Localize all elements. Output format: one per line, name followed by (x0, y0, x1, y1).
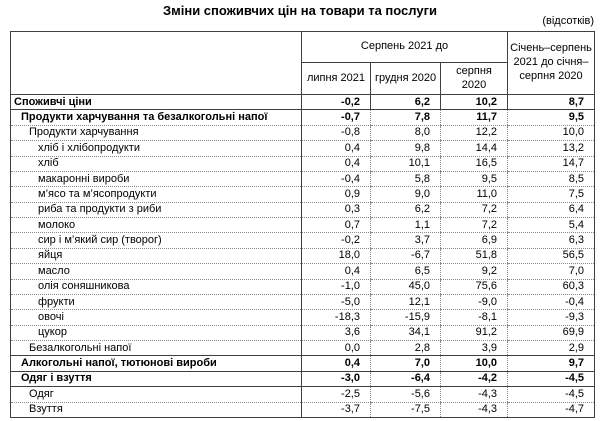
table-header (11, 32, 595, 95)
row-label: Продукти харчування (11, 125, 302, 140)
corner-cell (11, 32, 302, 95)
value-vs-december-2020: 9,0 (371, 187, 441, 202)
value-vs-august-2020: 9,5 (441, 171, 508, 186)
value-vs-december-2020: -6,7 (371, 248, 441, 263)
value-vs-july-2021: 0,9 (302, 187, 371, 202)
col-group-header: Серпень 2021 до (302, 32, 508, 63)
value-vs-december-2020: -7,5 (371, 402, 441, 417)
row-label: риба та продукти з риби (11, 202, 302, 217)
table-row (11, 95, 595, 110)
value-vs-august-2020: 11,7 (441, 110, 508, 125)
value-vs-december-2020: 12,1 (371, 294, 441, 309)
table-row (11, 233, 595, 248)
value-vs-august-2020: -4,3 (441, 387, 508, 402)
value-vs-august-2020: -8,1 (441, 310, 508, 325)
value-vs-july-2021: 0,4 (302, 156, 371, 171)
row-label: Безалкогольні напої (11, 341, 302, 356)
value-cumulative: 7,0 (508, 264, 595, 279)
row-label: Одяг (11, 387, 302, 402)
value-vs-august-2020: -4,2 (441, 371, 508, 386)
value-cumulative: -4,7 (508, 402, 595, 417)
value-cumulative: -9,3 (508, 310, 595, 325)
value-cumulative: 9,7 (508, 356, 595, 371)
value-vs-august-2020: 91,2 (441, 325, 508, 340)
value-vs-august-2020: -9,0 (441, 294, 508, 309)
table-row (11, 387, 595, 402)
value-vs-august-2020: 14,4 (441, 141, 508, 156)
row-label: хліб і хлібопродукти (11, 141, 302, 156)
row-label: яйця (11, 248, 302, 263)
value-vs-august-2020: 10,2 (441, 95, 508, 110)
value-vs-august-2020: 3,9 (441, 341, 508, 356)
value-cumulative: 6,3 (508, 233, 595, 248)
table-row (11, 171, 595, 186)
row-label: Одяг і взуття (11, 371, 302, 386)
value-vs-july-2021: 0,7 (302, 218, 371, 233)
unit-note: (відсотків) (542, 15, 594, 27)
row-label: м’ясо та м’ясопродукти (11, 187, 302, 202)
value-vs-december-2020: -6,4 (371, 371, 441, 386)
row-label: овочі (11, 310, 302, 325)
table-row (11, 125, 595, 140)
value-vs-july-2021: -0,2 (302, 233, 371, 248)
value-cumulative: 7,5 (508, 187, 595, 202)
value-vs-december-2020: 9,8 (371, 141, 441, 156)
value-cumulative: -4,5 (508, 387, 595, 402)
row-label: цукор (11, 325, 302, 340)
value-vs-july-2021: 18,0 (302, 248, 371, 263)
value-vs-august-2020: 6,9 (441, 233, 508, 248)
table-row (11, 325, 595, 340)
table-row (11, 187, 595, 202)
value-vs-august-2020: 75,6 (441, 279, 508, 294)
row-label: Споживчі ціни (11, 95, 302, 110)
table-row (11, 218, 595, 233)
value-vs-december-2020: 3,7 (371, 233, 441, 248)
value-vs-august-2020: 16,5 (441, 156, 508, 171)
value-vs-july-2021: -0,2 (302, 95, 371, 110)
value-vs-august-2020: 51,8 (441, 248, 508, 263)
value-vs-december-2020: 6,2 (371, 95, 441, 110)
value-vs-december-2020: 10,1 (371, 156, 441, 171)
value-cumulative: 5,4 (508, 218, 595, 233)
value-vs-july-2021: -0,7 (302, 110, 371, 125)
value-vs-august-2020: 12,2 (441, 125, 508, 140)
value-vs-july-2021: -0,4 (302, 171, 371, 186)
consumer-prices-table (10, 31, 595, 418)
table-row (11, 202, 595, 217)
value-vs-july-2021: -1,0 (302, 279, 371, 294)
row-label: макаронні вироби (11, 171, 302, 186)
value-vs-july-2021: 0,4 (302, 356, 371, 371)
value-cumulative: 10,0 (508, 125, 595, 140)
table-row (11, 279, 595, 294)
value-vs-december-2020: 34,1 (371, 325, 441, 340)
table-row (11, 248, 595, 263)
value-vs-august-2020: 7,2 (441, 202, 508, 217)
table-row (11, 294, 595, 309)
row-label: масло (11, 264, 302, 279)
value-cumulative: 56,5 (508, 248, 595, 263)
col-header-july-2021: липня 2021 (302, 63, 371, 95)
value-vs-july-2021: -2,5 (302, 387, 371, 402)
value-vs-december-2020: 45,0 (371, 279, 441, 294)
value-vs-december-2020: 5,8 (371, 171, 441, 186)
value-cumulative: 9,5 (508, 110, 595, 125)
value-vs-july-2021: 3,6 (302, 325, 371, 340)
value-vs-july-2021: 0,3 (302, 202, 371, 217)
value-cumulative: 14,7 (508, 156, 595, 171)
table-row (11, 402, 595, 417)
col-header-cumulative: Січень–серпень 2021 до січня–серпня 2020 (508, 32, 595, 95)
value-vs-december-2020: 6,2 (371, 202, 441, 217)
value-vs-december-2020: 2,8 (371, 341, 441, 356)
value-vs-december-2020: 7,0 (371, 356, 441, 371)
row-label: фрукти (11, 294, 302, 309)
table-row (11, 156, 595, 171)
table-row (11, 341, 595, 356)
value-vs-december-2020: 8,0 (371, 125, 441, 140)
value-vs-august-2020: 10,0 (441, 356, 508, 371)
value-cumulative: -0,4 (508, 294, 595, 309)
value-vs-december-2020: -5,6 (371, 387, 441, 402)
value-cumulative: 8,5 (508, 171, 595, 186)
row-label: Алкогольні напої, тютюнові вироби (11, 356, 302, 371)
table-row (11, 141, 595, 156)
table-row (11, 264, 595, 279)
row-label: сир і м’який сир (творог) (11, 233, 302, 248)
value-vs-august-2020: 9,2 (441, 264, 508, 279)
value-vs-december-2020: 1,1 (371, 218, 441, 233)
value-cumulative: 8,7 (508, 95, 595, 110)
table-row (11, 356, 595, 371)
value-cumulative: 6,4 (508, 202, 595, 217)
table-body (11, 95, 595, 418)
row-label: хліб (11, 156, 302, 171)
table-row (11, 310, 595, 325)
value-vs-july-2021: -3,7 (302, 402, 371, 417)
value-vs-august-2020: 11,0 (441, 187, 508, 202)
value-vs-july-2021: 0,4 (302, 264, 371, 279)
row-label: Взуття (11, 402, 302, 417)
value-vs-august-2020: 7,2 (441, 218, 508, 233)
table-row (11, 110, 595, 125)
row-label: молоко (11, 218, 302, 233)
value-cumulative: 2,9 (508, 341, 595, 356)
value-cumulative: 69,9 (508, 325, 595, 340)
value-vs-july-2021: -3,0 (302, 371, 371, 386)
value-vs-july-2021: 0,0 (302, 341, 371, 356)
value-vs-july-2021: -0,8 (302, 125, 371, 140)
value-cumulative: 13,2 (508, 141, 595, 156)
value-cumulative: -4,5 (508, 371, 595, 386)
col-header-august-2020: серпня 2020 (441, 63, 508, 95)
value-cumulative: 60,3 (508, 279, 595, 294)
value-vs-august-2020: -4,3 (441, 402, 508, 417)
value-vs-july-2021: 0,4 (302, 141, 371, 156)
row-label: олія соняшникова (11, 279, 302, 294)
value-vs-december-2020: 7,8 (371, 110, 441, 125)
value-vs-july-2021: -5,0 (302, 294, 371, 309)
table-row (11, 371, 595, 386)
value-vs-july-2021: -18,3 (302, 310, 371, 325)
page-title: Зміни споживчих цін на товари та послуги (162, 3, 438, 18)
value-vs-december-2020: -15,9 (371, 310, 441, 325)
col-header-december-2020: грудня 2020 (371, 63, 441, 95)
value-vs-december-2020: 6,5 (371, 264, 441, 279)
row-label: Продукти харчування та безалкогольні напої (11, 110, 302, 125)
